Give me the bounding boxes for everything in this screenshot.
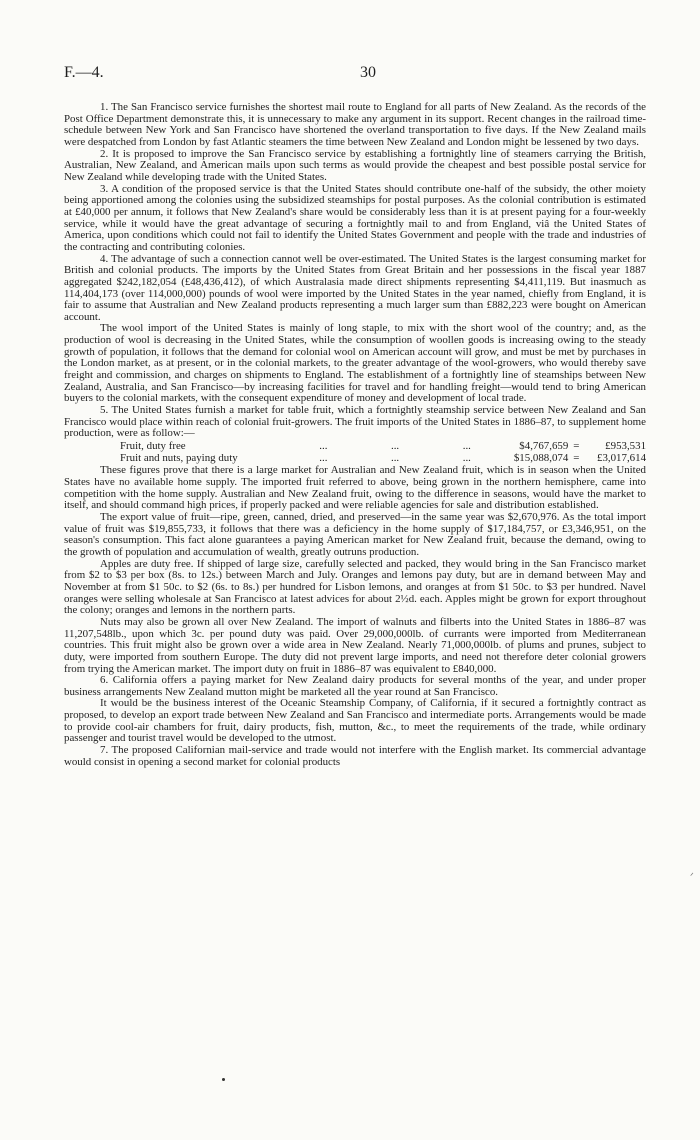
paragraph-oceanic: It would be the business interest of the Oceanic Steamship Company, of California, if it secured a fortnightly contract as proposed, to develop an export trade between New Zealand and San Francisco and intermediate ports. Arrangements would be made to provide cool-air chambers for fruit, dairy products, fish, mutton, &c., to meet the requirements of the trade, while ordinary passenger and tourist travel would be developed to the utmost.: [64, 697, 646, 745]
document-reference: F.—4.: [64, 64, 104, 81]
leader-dots: ...: [462, 440, 471, 453]
paragraph-2: 2. It is proposed to improve the San Francisco service by establishing a fortnightly line of steamers carrying the British, Australian, New Zealand, and American mails upon such terms as would provide the cheapest and best possible postal service for New Zealand while developing trade with the United States.: [64, 147, 646, 183]
leader-dots: ...: [390, 451, 400, 464]
table-row: [64, 453, 646, 465]
page-number: 30: [360, 64, 376, 81]
paragraph-7: 7. The proposed Californian mail-service and trade would not interfere with the English market. Its commercial advantage would consist in opening a second market for colonial products: [64, 744, 646, 768]
paragraph-3: 3. A condition of the proposed service is that the United States should contribute one-half of the subsidy, the other moiety being apportioned among the colonies using the subsidized steamships for postal purposes. As the colonial contribution is estimated at £40,000 per annum, it follows that New Zealand's share would be considerably less than it is at present paying for a four-weekly service, while it would have the great advantage of securing a fortnightly mail to and from England, viâ the United States of America, upon conditions which could not fail to identify the United States Government and people with the trade and industries of the contracting and contributing colonies.: [64, 182, 646, 253]
dollar-value: $4,767,659: [519, 440, 569, 453]
row-label: Fruit and nuts, paying duty: [120, 451, 238, 464]
paragraph-apples: Apples are duty free. If shipped of large size, carefully selected and packed, they would bring in the San Francisco market from $2 to $3 per box (8s. to 12s.) between March and July. Oranges and lemons pay duty, but are in demand between May and November at from $1 50c. to $2 (6s. to 8s.) per hundred for Lisbon lemons, and oranges at from $1 50c. to $3 per hundred. Navel oranges were selling wholesale at San Francisco at latest advices for about 2½d. each. Apples might be grown for export throughout the colony; oranges and lemons in the northern parts.: [64, 557, 646, 617]
document-body: [64, 102, 646, 768]
dollar-value: $15,088,074: [513, 451, 569, 464]
leader-dots: ...: [319, 451, 328, 464]
equals-sign: =: [573, 451, 580, 464]
paragraph-1: 1. The San Francisco service furnishes the shortest mail route to England for all parts of New Zealand. As the records of the Post Office Department demonstrate this, it is unnecessary to make any argument in its support. Recent changes in the railroad time-schedule between New York and San Francisco have shortened the overland transportation to five days. If the New Zealand mails were despatched from London by fast Atlantic steamers the time between New Zealand and London might be lessened by two days.: [64, 101, 646, 148]
leader-dots: ...: [390, 440, 400, 453]
paragraph-nuts: Nuts may also be grown all over New Zealand. The import of walnuts and filberts into the United States in 1886–87 was 11,207,548lb., upon which 3c. per pound duty was paid. Over 29,000,000lb. of currants were imported from Mediterranean countries. This fruit might also be grown over a wide area in New Zealand. Nearly 71,000,000lb. of plums and prunes, subject to duty, were imported from southern Europe. The duty did not prevent large imports, and need not therefore deter colonial growers from trying the American market. The import duty on fruit in 1886–87 was equivalent to £840,000.: [64, 615, 646, 675]
equals-sign: =: [573, 440, 580, 453]
leader-dots: ...: [462, 451, 471, 464]
page-header: [64, 64, 652, 84]
print-speck: [222, 1078, 225, 1081]
paragraph-figures: These figures prove that there is a large market for Australian and New Zealand fruit, which is in season when the United States have no available home supply. The imported fruit referred to above, being grown in the northern hemisphere, came into competition with the home supply. Australian and New Zealand fruit, owing to the difference in seasons, would have the market to itself, and should command high prices, if properly packed and were reliable agencies for sale and distribution established.: [64, 464, 646, 512]
paragraph-export-value: The export value of fruit—ripe, green, canned, dried, and preserved—in the same year was $2,670,976. As the total import value of fruit was $19,855,733, it follows that there was a deficiency in the home supply of $17,184,757, or £3,346,951, on the season's consumption. This fact alone guarantees a paying American market for New Zealand fruit, because the demand, owing to the growth of population and accumulation of wealth, greatly outruns production.: [64, 510, 646, 558]
margin-mark: ᐟ: [690, 872, 694, 882]
fruit-imports-table: [64, 441, 646, 464]
paragraph-5: 5. The United States furnish a market for table fruit, which a fortnightly steamship service between New Zealand and San Francisco would place within reach of colonial fruit-growers. The fruit imports of the United States in 1886–87, to supplement home production, were as follow:—: [64, 404, 646, 440]
leader-dots: ...: [319, 440, 328, 453]
sterling-value: £953,531: [605, 440, 647, 453]
paragraph-4: 4. The advantage of such a connection cannot well be over-estimated. The United States is the largest consuming market for British and colonial products. The imports by the United States from Great Britain and her possessions in the fiscal year 1887 aggregated $242,182,054 (£48,436,412), of which Australasia made direct shipments representing $4,411,119. But inasmuch as 114,404,173 (over 114,000,000) pounds of wool were imported by the United States in the year named, chiefly from England, it is fair to assume that Australian and New Zealand products representing a much larger sum than £882,223 were bought on American account.: [64, 252, 646, 323]
table-row: [64, 441, 646, 453]
paragraph-6: 6. California offers a paying market for New Zealand dairy products for several months of the year, and under proper business arrangements New Zealand mutton might be marketed all the year round at San Francisco.: [64, 674, 646, 698]
row-label: Fruit, duty free: [120, 440, 186, 453]
sterling-value: £3,017,614: [597, 451, 647, 464]
paragraph-wool: The wool import of the United States is mainly of long staple, to mix with the short wool of the country; and, as the production of wool is decreasing in the United States, while the consumption of woollen goods is increasing owing to the steady growth of population, it follows that the demand for colonial wool on American account will grow, and must be met by purchases in the London market, as at present, or in the colonial markets, to the greater advantage of the wool-growers, who would thereby save freight and commission, and charges on shipments to England. The establishment of a fortnightly line of steamships between New Zealand, Australia, and San Francisco—by increasing facilities for travel and for handling freight—would tend to bring American buyers to the colonial markets, with the consequent expenditure of money and development of local trade.: [64, 322, 646, 405]
